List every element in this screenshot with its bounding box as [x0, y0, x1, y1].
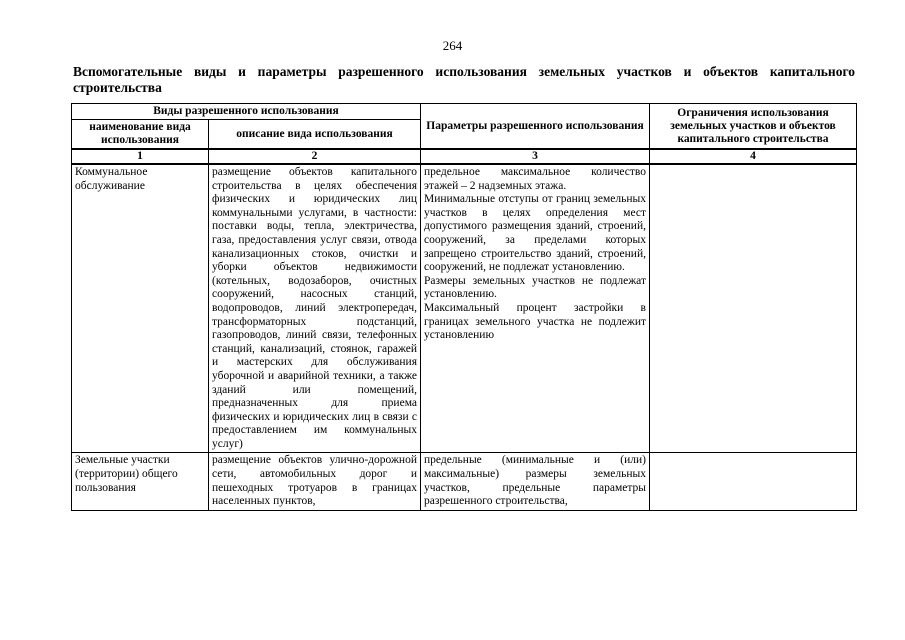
column-number-3: 3	[421, 149, 650, 164]
header-use-name: наименование вида использования	[72, 120, 209, 150]
parameter-paragraph: Максимальный процент застройки в границах земельного участка не подлежит установлению	[424, 301, 646, 342]
page-number: 264	[442, 38, 463, 53]
parameters-cell	[421, 164, 650, 453]
use-name-cell: Земельные участки (территории) общего пользования	[72, 453, 209, 510]
parameter-paragraph: Минимальные отступы от границ земельных участков в целях определения мест допустимого размещения зданий, строений, сооружений, за пределами которых запрещено строительство зданий, строений, сооружений, не подлежат установлению.	[424, 193, 646, 274]
table-row	[72, 453, 857, 510]
use-name-cell: Коммунальное обслуживание	[72, 164, 209, 453]
header-permitted-uses-group: Виды разрешенного использования	[72, 104, 421, 120]
permitted-use-table	[71, 103, 857, 511]
parameters-cell	[421, 453, 650, 510]
column-number-1: 1	[72, 149, 209, 164]
restrictions-cell	[650, 164, 857, 453]
parameter-paragraph: предельные (минимальные и (или) максимальные) размеры земельных участков, предельные параметры разрешенного строительства,	[424, 454, 646, 508]
document-heading: Вспомогательные виды и параметры разрешенного использования земельных участков и объектов капитального строительства	[73, 64, 855, 95]
table-row	[72, 164, 857, 453]
use-description-cell: размещение объектов улично-дорожной сети, автомобильных дорог и пешеходных тротуаров в границах населенных пунктов,	[209, 453, 421, 510]
header-parameters: Параметры разрешенного использования	[421, 104, 650, 150]
parameter-paragraph: Размеры земельных участков не подлежат установлению.	[424, 274, 646, 301]
header-use-description: описание вида использования	[209, 120, 421, 150]
column-number-2: 2	[209, 149, 421, 164]
use-description-cell: размещение объектов капитального строительства в целях обеспечения физических и юридических лиц коммунальными услугами, в частности: поставки воды, тепла, электричества, газа, предоставления услуг связи, отвода канализационных стоков, очистки и уборки объектов недвижимости (котельных, водозаборов, очистных сооружений, насосных станций, водопроводов, линий электропередач, трансформаторных подстанций, газопроводов, линий связи, телефонных станций, канализаций, стоянок, гаражей и мастерских для обслуживания уборочной и аварийной техники, а также зданий или помещений, предназначенных для приема физических и юридических лиц в связи с предоставлением им коммунальных услуг)	[209, 164, 421, 453]
restrictions-cell	[650, 453, 857, 510]
parameter-paragraph: предельное максимальное количество этажей – 2 надземных этажа.	[424, 166, 646, 192]
column-number-4: 4	[650, 149, 857, 164]
header-restrictions: Ограничения использования земельных участков и объектов капитального строительства	[650, 104, 857, 150]
